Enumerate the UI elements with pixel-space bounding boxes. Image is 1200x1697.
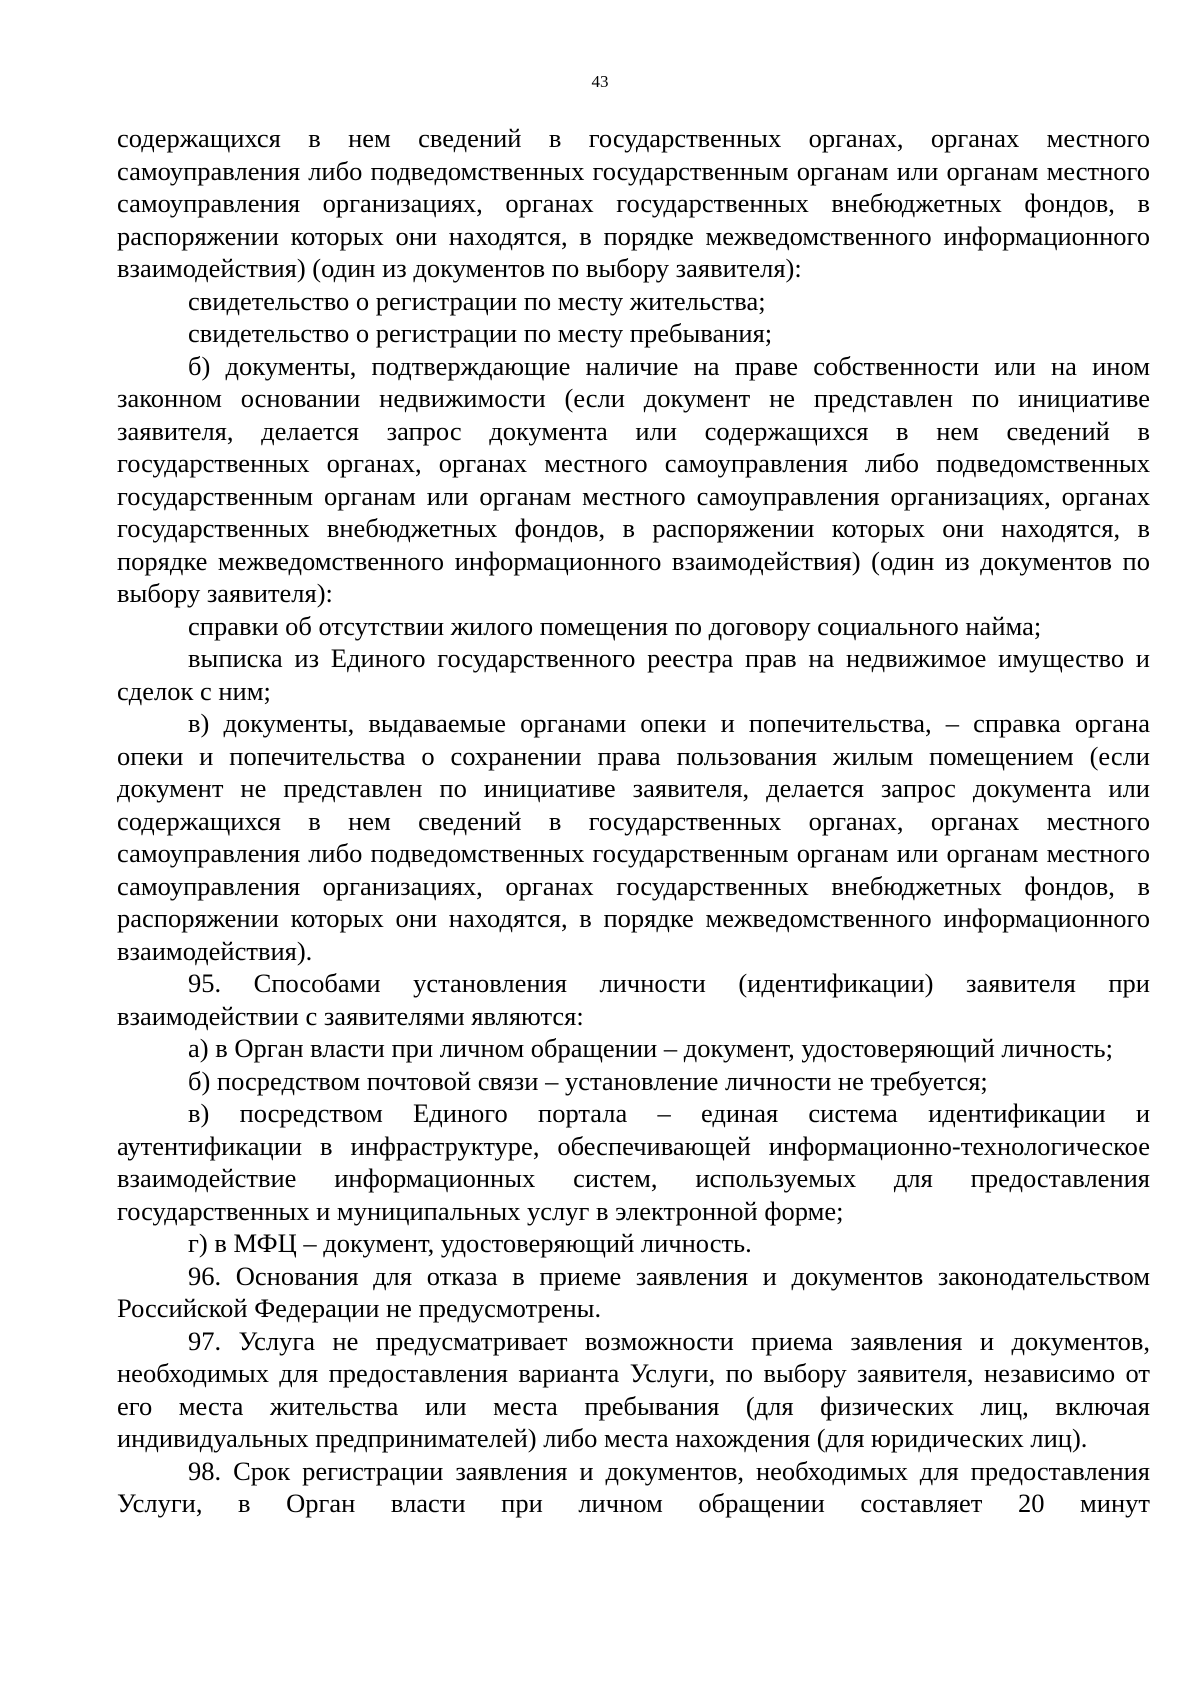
paragraph: б) документы, подтверждающие наличие на праве собственности или на ином законном основании недвижимости (если документ не представлен по инициативе заявителя, делается запрос документа или содержащихся в нем сведений в государственных органах, органах местного самоуправления либо подведомственных государственным органам или органам местного самоуправления организациях, органах государственных внебюджетных фондов, в распоряжении которых они находятся, в порядке межведомственного информационного взаимодействия) (один из документов по выбору заявителя): [117, 350, 1150, 608]
page-number: 43 [591, 72, 609, 91]
paragraph: справки об отсутствии жилого помещения по договору социального найма; [188, 610, 1042, 641]
paragraph: б) посредством почтовой связи – установление личности не требуется; [188, 1065, 988, 1096]
paragraph: свидетельство о регистрации по месту жительства; [188, 285, 766, 316]
paragraph: свидетельство о регистрации по месту пребывания; [188, 318, 773, 348]
paragraph: в) документы, выдаваемые органами опеки и попечительства, – справка органа опеки и попечительства о сохранении права пользования жилым помещением (если документ не представлен по инициативе заявителя, делается запрос документа или содержащихся в нем сведений в государственных органах, органах местного самоуправления либо подведомственных государственным органам или органам местного самоуправления организациях, органах государственных внебюджетных фондов, в распоряжении которых они находятся, в порядке межведомственного информационного взаимодействия). [117, 708, 1150, 966]
document-body [117, 122, 1150, 1520]
paragraph: 98. Срок регистрации заявления и документов, необходимых для предоставления Услуги, в Орган власти при личном обращении составляет 20 минут [117, 1455, 1150, 1518]
paragraph: содержащихся в нем сведений в государственных органах, органах местного самоуправления либо подведомственных государственным органам или органам местного самоуправления организациях, органах государственных внебюджетных фондов, в распоряжении которых они находятся, в порядке межведомственного информационного взаимодействия) (один из документов по выбору заявителя): [117, 123, 1150, 283]
paragraph: а) в Орган власти при личном обращении – документ, удостоверяющий личность; [188, 1033, 1113, 1063]
paragraph: 95. Способами установления личности (идентификации) заявителя при взаимодействии с заявителями являются: [117, 968, 1150, 1031]
paragraph: в) посредством Единого портала – единая система идентификации и аутентификации в инфраструктуре, обеспечивающей информационно-технологическое взаимодействие информационных систем, используемых для предоставления государственных и муниципальных услуг в электронной форме; [117, 1098, 1150, 1226]
paragraph: г) в МФЦ – документ, удостоверяющий личность. [188, 1228, 752, 1258]
paragraph: 96. Основания для отказа в приеме заявления и документов законодательством Российской Федерации не предусмотрены. [117, 1260, 1150, 1323]
paragraph: 97. Услуга не предусматривает возможности приема заявления и документов, необходимых для предоставления варианта Услуги, по выбору заявителя, независимо от его места жительства или места пребывания (для физических лиц, включая индивидуальных предпринимателей) либо места нахождения (для юридических лиц). [117, 1325, 1150, 1453]
paragraph: выписка из Единого государственного реестра прав на недвижимое имущество и сделок с ним; [117, 643, 1150, 706]
